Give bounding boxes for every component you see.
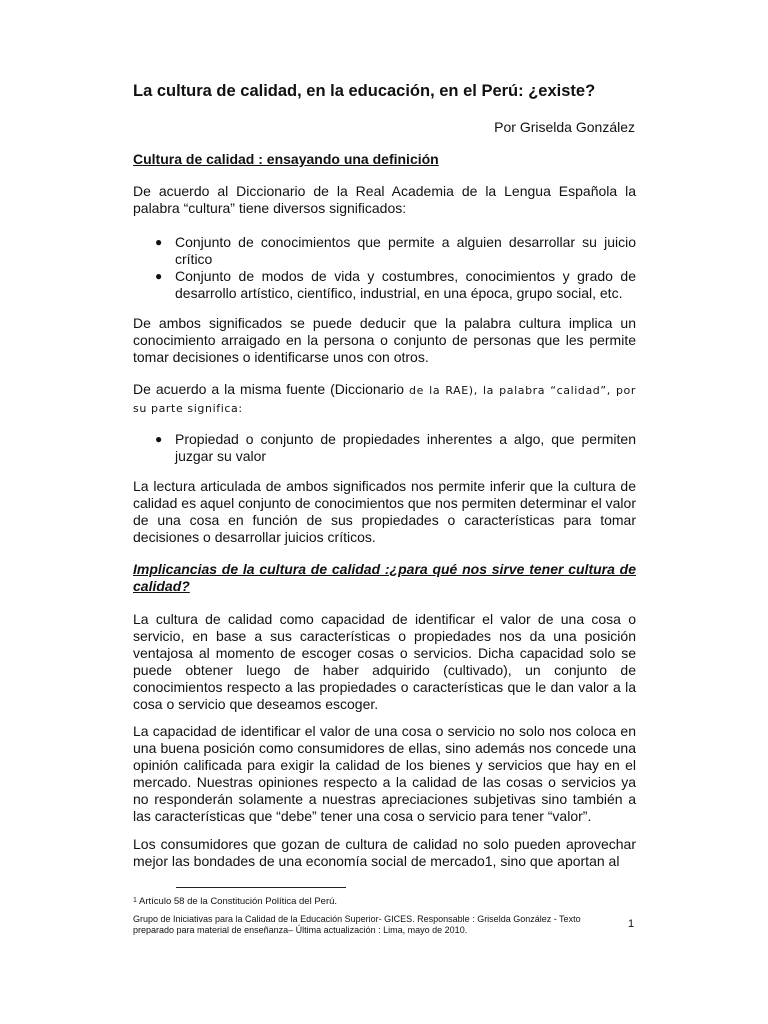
bullet-icon: ● xyxy=(155,432,163,446)
paragraph-inference: La lectura articulada de ambos significados nos permite inferir que la cultura de calidad es aquel conjunto de conocimientos que nos permiten determinar el valor de una cosa en función de sus propiedades o características para tomar decisiones o desarrollar juicios críticos. xyxy=(133,478,636,545)
list-item xyxy=(133,268,636,302)
list-item-text: Conjunto de modos de vida y costumbres, conocimientos y grado de desarrollo artístico, científico, industrial, en una época, grupo social, etc. xyxy=(175,268,636,301)
paragraph-calidad-definition xyxy=(133,381,636,417)
page-number: 1 xyxy=(628,918,635,930)
section-heading-definition: Cultura de calidad : ensayando una definición xyxy=(133,151,439,167)
paragraph-calidad-start: De acuerdo a la misma fuente (Diccionario xyxy=(133,381,410,397)
bullet-list-calidad xyxy=(133,431,636,465)
bullet-list-cultura xyxy=(133,234,636,302)
paragraph-capacidad: La cultura de calidad como capacidad de identificar el valor de una cosa o servicio, en base a sus características o propiedades nos da una posición ventajosa al momento de escoger cosas o servicios. Dicha capacidad solo se puede obtener luego de haber adquirido (cultivado), un conjunto de conocimientos respecto a las propiedades o características que le dan valor a la cosa o servicio que deseamos escoger. xyxy=(133,611,636,712)
bullet-icon: ● xyxy=(155,235,163,249)
section-heading-implicancias: Implicancias de la cultura de calidad :¿para qué nos sirve tener cultura de calidad? xyxy=(133,561,636,594)
document-title: La cultura de calidad, en la educación, en el Perú: ¿existe? xyxy=(133,82,596,100)
list-item xyxy=(133,234,636,268)
footnote-mark: 1 xyxy=(133,897,137,904)
list-item xyxy=(133,431,636,465)
paragraph-cultura-calidad: Los consumidores que gozan de cultura de calidad no solo pueden aprovechar mejor las bondades de una economía social de mercado1, sino que aportan al xyxy=(133,836,636,869)
list-item-text: Conjunto de conocimientos que permite a alguien desarrollar su juicio crítico xyxy=(175,234,636,267)
footnote-divider xyxy=(176,887,346,888)
bullet-icon: ● xyxy=(155,269,163,283)
footnote-text: Artículo 58 de la Constitución Política del Perú. xyxy=(136,896,338,907)
paragraph-consumidores: La capacidad de identificar el valor de una cosa o servicio no solo nos coloca en una buena posición como consumidores de ellas, sino además nos concede una opinión calificada para exigir la calidad de los bienes y servicios que hay en el mercado. Nuestras opiniones respecto a la calidad de las cosas o servicios ya no responderán solamente a nuestras apreciaciones subjetivas sino también a las características que “debe” tener una cosa o servicio para tener “valor”. xyxy=(133,723,636,824)
list-item-text: Propiedad o conjunto de propiedades inherentes a algo, que permiten juzgar su valor xyxy=(175,431,636,464)
paragraph-intro: De acuerdo al Diccionario de la Real Academia de la Lengua Española la palabra “cultura” tiene diversos significados: xyxy=(133,183,636,216)
footnote xyxy=(133,896,337,907)
paragraph-deduction: De ambos significados se puede deducir que la palabra cultura implica un conocimiento arraigado en la persona o conjunto de personas que les permite tomar decisiones o identificarse unos con otros. xyxy=(133,315,636,365)
page-footer: Grupo de Iniciativas para la Calidad de la Educación Superior- GICES. Responsable : Griselda González - Texto preparado para material de enseñanza– Última actualización : Lima, mayo de 2010. xyxy=(133,914,581,935)
paragraph-calidad-rest: de la RAE), la palabra “calidad”, por su parte significa: xyxy=(133,384,636,415)
author-line: Por Griselda González xyxy=(494,119,635,135)
